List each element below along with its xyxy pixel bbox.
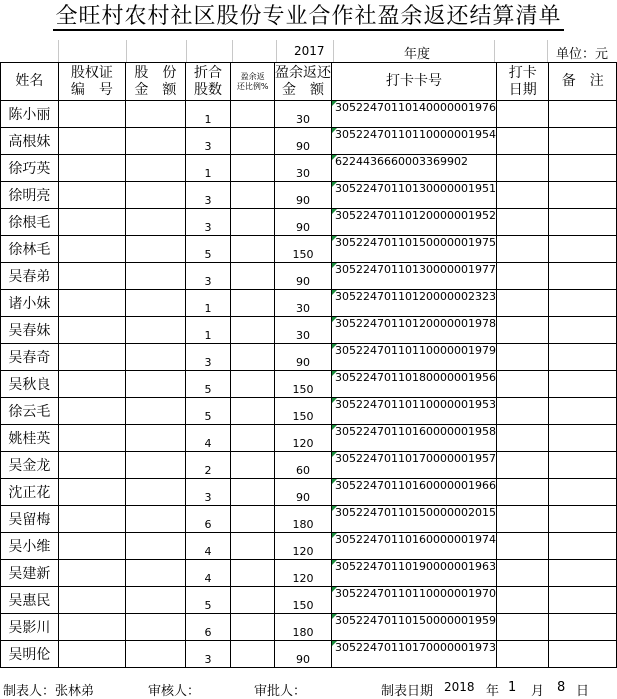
text-number-marker-icon bbox=[332, 587, 337, 592]
text-number-marker-icon bbox=[332, 425, 337, 430]
cell-shares: 4 bbox=[185, 533, 231, 560]
cell-name: 吴明伦 bbox=[1, 641, 59, 668]
footer bbox=[0, 678, 617, 699]
text-number-marker-icon bbox=[332, 452, 337, 457]
table-row bbox=[1, 560, 617, 587]
cell-card bbox=[332, 560, 497, 587]
text-number-marker-icon bbox=[332, 317, 337, 322]
cell-ratio bbox=[231, 290, 275, 317]
card-number: 30522470110160000001966 bbox=[335, 479, 497, 492]
card-number: 30522470110110000001953 bbox=[335, 398, 497, 411]
table-row bbox=[1, 317, 617, 344]
text-number-marker-icon bbox=[332, 533, 337, 538]
card-number: 6224436660003369902 bbox=[335, 155, 469, 168]
text-number-marker-icon bbox=[332, 560, 337, 565]
cell-card bbox=[332, 614, 497, 641]
cell-shares: 3 bbox=[185, 209, 231, 236]
year-label: 年度 bbox=[404, 47, 431, 62]
cell-name: 徐巧英 bbox=[1, 155, 59, 182]
cell-shares: 6 bbox=[185, 614, 231, 641]
cell-remark bbox=[549, 209, 617, 236]
table-row bbox=[1, 263, 617, 290]
cell-share-amount bbox=[126, 209, 186, 236]
table-row bbox=[1, 452, 617, 479]
cell-surplus: 30 bbox=[275, 290, 332, 317]
header-share-amount: 股 份 金 额 bbox=[126, 63, 186, 101]
cell-surplus: 120 bbox=[275, 425, 332, 452]
cell-ratio bbox=[231, 479, 275, 506]
card-number: 30522470110180000001956 bbox=[335, 371, 497, 384]
text-number-marker-icon bbox=[332, 236, 337, 241]
cell-share-amount bbox=[126, 398, 186, 425]
header-card: 打卡卡号 bbox=[332, 63, 497, 101]
cell-surplus: 120 bbox=[275, 560, 332, 587]
cell-remark bbox=[549, 533, 617, 560]
cell-shares: 5 bbox=[185, 398, 231, 425]
cell-name: 沈正花 bbox=[1, 479, 59, 506]
cell-card bbox=[332, 155, 497, 182]
card-number: 30522470110130000001977 bbox=[335, 263, 497, 276]
cell-share-amount bbox=[126, 236, 186, 263]
cell-ratio bbox=[231, 371, 275, 398]
cell-shares: 2 bbox=[185, 452, 231, 479]
table-row bbox=[1, 209, 617, 236]
cell-surplus: 90 bbox=[275, 263, 332, 290]
table-row bbox=[1, 641, 617, 668]
text-number-marker-icon bbox=[332, 344, 337, 349]
cell-card bbox=[332, 344, 497, 371]
cell-surplus: 120 bbox=[275, 533, 332, 560]
cell-ratio bbox=[231, 101, 275, 128]
cell-ratio bbox=[231, 155, 275, 182]
cell-shares: 3 bbox=[185, 128, 231, 155]
year-row bbox=[0, 40, 617, 62]
date-month-unit: 月 bbox=[531, 684, 545, 699]
cell-cert bbox=[58, 182, 125, 209]
cell-surplus: 180 bbox=[275, 506, 332, 533]
cell-ratio bbox=[231, 263, 275, 290]
cell-card bbox=[332, 101, 497, 128]
header-name: 姓名 bbox=[1, 63, 59, 101]
cell-surplus: 90 bbox=[275, 479, 332, 506]
cell-date bbox=[497, 263, 549, 290]
cell-share-amount bbox=[126, 479, 186, 506]
cell-name: 徐明亮 bbox=[1, 182, 59, 209]
cell-surplus: 150 bbox=[275, 398, 332, 425]
cell-remark bbox=[549, 263, 617, 290]
text-number-marker-icon bbox=[332, 290, 337, 295]
cell-name: 徐根毛 bbox=[1, 209, 59, 236]
cell-share-amount bbox=[126, 290, 186, 317]
settlement-table bbox=[0, 62, 617, 668]
cell-card bbox=[332, 587, 497, 614]
cell-name: 诸小妹 bbox=[1, 290, 59, 317]
cell-cert bbox=[58, 479, 125, 506]
cell-share-amount bbox=[126, 641, 186, 668]
cell-cert bbox=[58, 290, 125, 317]
text-number-marker-icon bbox=[332, 263, 337, 268]
cell-remark bbox=[549, 317, 617, 344]
cell-surplus: 90 bbox=[275, 128, 332, 155]
cell-shares: 5 bbox=[185, 371, 231, 398]
cell-shares: 1 bbox=[185, 155, 231, 182]
cell-surplus: 30 bbox=[275, 101, 332, 128]
table-row bbox=[1, 182, 617, 209]
cell-ratio bbox=[231, 614, 275, 641]
card-number: 30522470110160000001958 bbox=[335, 425, 497, 438]
cell-card bbox=[332, 209, 497, 236]
table-row bbox=[1, 344, 617, 371]
cell-ratio bbox=[231, 560, 275, 587]
cell-name: 吴影川 bbox=[1, 614, 59, 641]
cell-card bbox=[332, 290, 497, 317]
cell-remark bbox=[549, 128, 617, 155]
cell-date bbox=[497, 209, 549, 236]
year-value: 2017 bbox=[294, 44, 325, 58]
sheet-title: 全旺村农村社区股份专业合作社盈余返还结算清单 bbox=[55, 4, 562, 29]
card-number: 30522470110190000001963 bbox=[335, 560, 497, 573]
cell-cert bbox=[58, 209, 125, 236]
cell-cert bbox=[58, 101, 125, 128]
cell-ratio bbox=[231, 209, 275, 236]
cell-card bbox=[332, 317, 497, 344]
cell-date bbox=[497, 182, 549, 209]
cell-remark bbox=[549, 560, 617, 587]
cell-date bbox=[497, 344, 549, 371]
header-date: 打卡 日期 bbox=[497, 63, 549, 101]
text-number-marker-icon bbox=[332, 155, 337, 160]
table-row bbox=[1, 236, 617, 263]
cell-ratio bbox=[231, 398, 275, 425]
cell-shares: 1 bbox=[185, 101, 231, 128]
cell-remark bbox=[549, 614, 617, 641]
cell-shares: 3 bbox=[185, 641, 231, 668]
cell-cert bbox=[58, 587, 125, 614]
cell-ratio bbox=[231, 533, 275, 560]
cell-cert bbox=[58, 128, 125, 155]
cell-share-amount bbox=[126, 371, 186, 398]
table-row bbox=[1, 128, 617, 155]
cell-share-amount bbox=[126, 506, 186, 533]
cell-remark bbox=[549, 371, 617, 398]
date-day-unit: 日 bbox=[576, 684, 590, 699]
table-row bbox=[1, 533, 617, 560]
table-row bbox=[1, 479, 617, 506]
cell-date bbox=[497, 101, 549, 128]
cell-cert bbox=[58, 614, 125, 641]
table-row bbox=[1, 587, 617, 614]
cell-ratio bbox=[231, 641, 275, 668]
cell-surplus: 60 bbox=[275, 452, 332, 479]
cell-surplus: 90 bbox=[275, 182, 332, 209]
cell-shares: 1 bbox=[185, 317, 231, 344]
cell-share-amount bbox=[126, 263, 186, 290]
cell-name: 徐云毛 bbox=[1, 398, 59, 425]
cell-ratio bbox=[231, 587, 275, 614]
cell-card bbox=[332, 128, 497, 155]
cell-surplus: 150 bbox=[275, 236, 332, 263]
date-year-unit: 年 bbox=[486, 684, 500, 699]
cell-share-amount bbox=[126, 317, 186, 344]
cell-remark bbox=[549, 641, 617, 668]
cell-cert bbox=[58, 560, 125, 587]
cell-surplus: 150 bbox=[275, 587, 332, 614]
text-number-marker-icon bbox=[332, 371, 337, 376]
cell-share-amount bbox=[126, 425, 186, 452]
cell-ratio bbox=[231, 236, 275, 263]
cell-date bbox=[497, 155, 549, 182]
cell-shares: 3 bbox=[185, 263, 231, 290]
cell-cert bbox=[58, 155, 125, 182]
card-number: 30522470110160000001974 bbox=[335, 533, 497, 546]
cell-ratio bbox=[231, 128, 275, 155]
cell-share-amount bbox=[126, 614, 186, 641]
table-row bbox=[1, 155, 617, 182]
header-remark: 备 注 bbox=[549, 63, 617, 101]
cell-date bbox=[497, 371, 549, 398]
table-row bbox=[1, 290, 617, 317]
cell-remark bbox=[549, 290, 617, 317]
cell-cert bbox=[58, 236, 125, 263]
date-day: 8 bbox=[557, 680, 566, 695]
cell-date bbox=[497, 236, 549, 263]
cell-surplus: 30 bbox=[275, 155, 332, 182]
reviewer-label: 审核人： bbox=[148, 684, 201, 699]
text-number-marker-icon bbox=[332, 101, 337, 106]
cell-cert bbox=[58, 641, 125, 668]
header-row bbox=[1, 63, 617, 101]
cell-cert bbox=[58, 263, 125, 290]
cell-share-amount bbox=[126, 155, 186, 182]
cell-share-amount bbox=[126, 533, 186, 560]
card-number: 30522470110150000001975 bbox=[335, 236, 497, 249]
cell-shares: 4 bbox=[185, 425, 231, 452]
text-number-marker-icon bbox=[332, 209, 337, 214]
cell-remark bbox=[549, 479, 617, 506]
cell-cert bbox=[58, 371, 125, 398]
cell-name: 吴春妹 bbox=[1, 317, 59, 344]
cell-card bbox=[332, 425, 497, 452]
cell-name: 徐林毛 bbox=[1, 236, 59, 263]
cell-share-amount bbox=[126, 452, 186, 479]
cell-cert bbox=[58, 533, 125, 560]
cell-cert bbox=[58, 317, 125, 344]
text-number-marker-icon bbox=[332, 506, 337, 511]
cell-shares: 3 bbox=[185, 182, 231, 209]
cell-date bbox=[497, 128, 549, 155]
cell-date bbox=[497, 587, 549, 614]
cell-shares: 1 bbox=[185, 290, 231, 317]
card-number: 30522470110130000001951 bbox=[335, 182, 497, 195]
cell-date bbox=[497, 614, 549, 641]
cell-share-amount bbox=[126, 344, 186, 371]
cell-surplus: 90 bbox=[275, 344, 332, 371]
card-number: 30522470110150000001959 bbox=[335, 614, 497, 627]
cell-share-amount bbox=[126, 182, 186, 209]
cell-name: 陈小丽 bbox=[1, 101, 59, 128]
cell-surplus: 90 bbox=[275, 209, 332, 236]
cell-remark bbox=[549, 344, 617, 371]
table-row bbox=[1, 371, 617, 398]
text-number-marker-icon bbox=[332, 182, 337, 187]
cell-share-amount bbox=[126, 128, 186, 155]
header-surplus: 盈余返还 金 额 bbox=[275, 63, 332, 101]
cell-remark bbox=[549, 506, 617, 533]
cell-date bbox=[497, 506, 549, 533]
cell-name: 吴秋良 bbox=[1, 371, 59, 398]
card-number: 30522470110110000001954 bbox=[335, 128, 497, 141]
cell-shares: 5 bbox=[185, 236, 231, 263]
date-label: 制表日期 bbox=[381, 684, 434, 699]
text-number-marker-icon bbox=[332, 398, 337, 403]
cell-ratio bbox=[231, 425, 275, 452]
cell-date bbox=[497, 560, 549, 587]
cell-remark bbox=[549, 452, 617, 479]
cell-date bbox=[497, 641, 549, 668]
cell-ratio bbox=[231, 344, 275, 371]
cell-ratio bbox=[231, 182, 275, 209]
cell-cert bbox=[58, 452, 125, 479]
cell-card bbox=[332, 641, 497, 668]
cell-share-amount bbox=[126, 560, 186, 587]
text-number-marker-icon bbox=[332, 641, 337, 646]
cell-share-amount bbox=[126, 587, 186, 614]
cell-remark bbox=[549, 182, 617, 209]
cell-date bbox=[497, 533, 549, 560]
cell-cert bbox=[58, 398, 125, 425]
table-row bbox=[1, 614, 617, 641]
cell-card bbox=[332, 533, 497, 560]
cell-card bbox=[332, 236, 497, 263]
cell-shares: 3 bbox=[185, 479, 231, 506]
cell-share-amount bbox=[126, 101, 186, 128]
cell-name: 吴春弟 bbox=[1, 263, 59, 290]
cell-remark bbox=[549, 587, 617, 614]
cell-date bbox=[497, 425, 549, 452]
cell-name: 吴金龙 bbox=[1, 452, 59, 479]
cell-card bbox=[332, 452, 497, 479]
text-number-marker-icon bbox=[332, 614, 337, 619]
text-number-marker-icon bbox=[332, 479, 337, 484]
header-cert: 股权证 编 号 bbox=[58, 63, 125, 101]
table-row bbox=[1, 506, 617, 533]
date-year: 2018 bbox=[444, 680, 475, 694]
table-row bbox=[1, 398, 617, 425]
cell-remark bbox=[549, 425, 617, 452]
cell-date bbox=[497, 290, 549, 317]
cell-card bbox=[332, 371, 497, 398]
card-number: 30522470110120000001952 bbox=[335, 209, 497, 222]
date-month: 1 bbox=[508, 680, 517, 695]
cell-cert bbox=[58, 425, 125, 452]
cell-date bbox=[497, 452, 549, 479]
cell-surplus: 90 bbox=[275, 641, 332, 668]
cell-remark bbox=[549, 398, 617, 425]
cell-name: 吴小维 bbox=[1, 533, 59, 560]
card-number: 30522470110170000001957 bbox=[335, 452, 497, 465]
card-number: 30522470110120000002323 bbox=[335, 290, 497, 303]
cell-card bbox=[332, 479, 497, 506]
cell-surplus: 180 bbox=[275, 614, 332, 641]
cell-shares: 4 bbox=[185, 560, 231, 587]
cell-date bbox=[497, 479, 549, 506]
cell-card bbox=[332, 398, 497, 425]
cell-shares: 3 bbox=[185, 344, 231, 371]
cell-cert bbox=[58, 506, 125, 533]
cell-shares: 5 bbox=[185, 587, 231, 614]
cell-remark bbox=[549, 101, 617, 128]
table-row bbox=[1, 101, 617, 128]
cell-card bbox=[332, 182, 497, 209]
cell-cert bbox=[58, 344, 125, 371]
cell-card bbox=[332, 263, 497, 290]
maker-label: 制表人：张林弟 bbox=[3, 684, 95, 699]
text-number-marker-icon bbox=[332, 128, 337, 133]
header-shares: 折合 股数 bbox=[185, 63, 231, 101]
cell-shares: 6 bbox=[185, 506, 231, 533]
cell-surplus: 30 bbox=[275, 317, 332, 344]
cell-remark bbox=[549, 236, 617, 263]
cell-name: 姚桂英 bbox=[1, 425, 59, 452]
cell-ratio bbox=[231, 506, 275, 533]
cell-name: 吴留梅 bbox=[1, 506, 59, 533]
approver-label: 审批人： bbox=[254, 684, 307, 699]
cell-date bbox=[497, 317, 549, 344]
cell-name: 吴春奇 bbox=[1, 344, 59, 371]
table-row bbox=[1, 425, 617, 452]
cell-card bbox=[332, 506, 497, 533]
card-number: 30522470110110000001979 bbox=[335, 344, 497, 357]
card-number: 30522470110110000001970 bbox=[335, 587, 497, 600]
card-number: 30522470110140000001976 bbox=[335, 101, 497, 114]
card-number: 30522470110150000002015 bbox=[335, 506, 497, 519]
cell-remark bbox=[549, 155, 617, 182]
cell-ratio bbox=[231, 317, 275, 344]
cell-ratio bbox=[231, 452, 275, 479]
cell-name: 吴惠民 bbox=[1, 587, 59, 614]
card-number: 30522470110170000001973 bbox=[335, 641, 497, 654]
cell-name: 吴建新 bbox=[1, 560, 59, 587]
cell-date bbox=[497, 398, 549, 425]
unit-label: 单位：元 bbox=[556, 47, 609, 62]
card-number: 30522470110120000001978 bbox=[335, 317, 497, 330]
header-ratio: 盈余返 还比例% bbox=[231, 63, 275, 101]
cell-name: 高根妹 bbox=[1, 128, 59, 155]
cell-surplus: 150 bbox=[275, 371, 332, 398]
